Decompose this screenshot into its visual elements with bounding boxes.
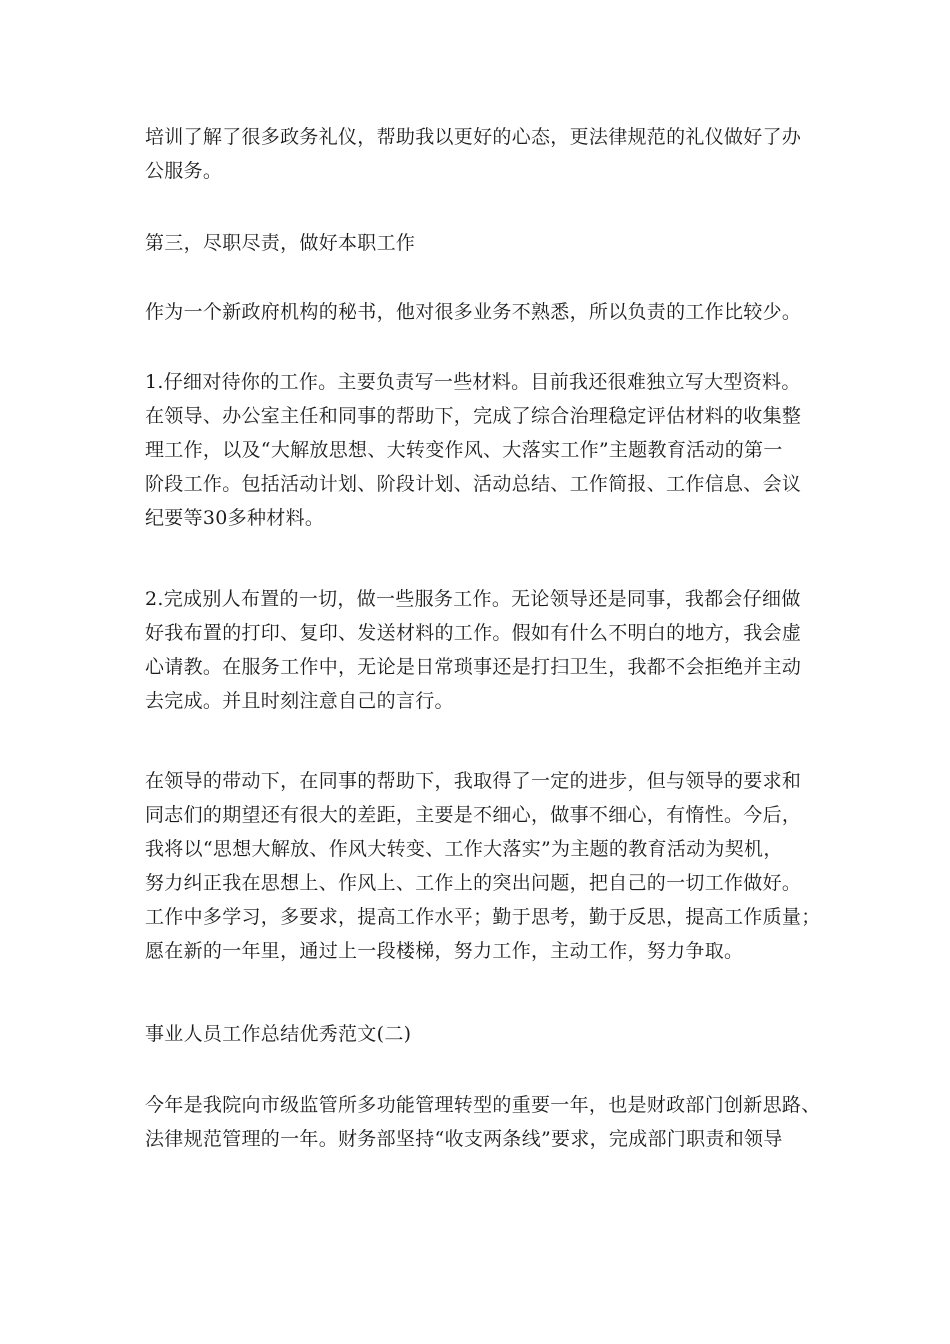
paragraph-secretary-role [145, 295, 805, 329]
text-line: 去完成。并且时刻注意自己的言行。 [145, 690, 454, 712]
text-line: 好我布置的打印、复印、发送材料的工作。假如有什么不明白的地方，我会虚 [145, 622, 802, 644]
text-line: 在领导的带动下，在同事的帮助下，我取得了一定的进步，但与领导的要求和 [145, 770, 802, 792]
section-heading-example-two [145, 1017, 805, 1051]
text-line: 纪要等30多种材料。 [145, 507, 325, 529]
text-line: 愿在新的一年里，通过上一段楼梯，努力工作，主动工作，努力争取。 [145, 940, 744, 962]
text-line: 今年是我院向市级监管所多功能管理转型的重要一年，也是财政部门创新思路、 [145, 1094, 821, 1116]
paragraph-etiquette-training [145, 120, 805, 188]
paragraph-finance-department [145, 1088, 821, 1156]
text-line: 法律规范管理的一年。财务部坚持“收支两条线”要求，完成部门职责和领导 [145, 1128, 783, 1150]
text-line: 理工作，以及“大解放思想、大转变作风、大落实工作”主题教育活动的第一 [145, 439, 783, 461]
text-line: 心请教。在服务工作中，无论是日常琐事还是打扫卫生，我都不会拒绝并主动 [145, 656, 802, 678]
section-heading: 第三，尽职尽责，做好本职工作 [145, 232, 416, 254]
text-line: 阶段工作。包括活动计划、阶段计划、活动总结、工作简报、工作信息、会议 [145, 473, 802, 495]
text-line: 2.完成别人布置的一切，做一些服务工作。无论领导还是同事，我都会仔细做 [145, 588, 801, 610]
text-line: 工作中多学习，多要求，提高工作水平；勤于思考，勤于反思，提高工作质量； [145, 906, 821, 928]
text-line: 公服务。 [145, 160, 223, 182]
text-line: 在领导、办公室主任和同事的帮助下，完成了综合治理稳定评估材料的收集整 [145, 405, 802, 427]
section-heading: 事业人员工作总结优秀范文(二) [145, 1023, 412, 1045]
paragraph-progress-summary [145, 764, 821, 968]
text-line: 我将以“思想大解放、作风大转变、工作大落实”为主题的教育活动为契机， [145, 838, 783, 860]
text-line: 1.仔细对待你的工作。主要负责写一些材料。目前我还很难独立写大型资料。 [145, 371, 801, 393]
section-heading-third [145, 226, 805, 260]
paragraph-item-2 [145, 582, 805, 718]
text-line: 同志们的期望还有很大的差距，主要是不细心，做事不细心，有惰性。今后， [145, 804, 802, 826]
text-line: 作为一个新政府机构的秘书，他对很多业务不熟悉，所以负责的工作比较少。 [145, 301, 802, 323]
text-line: 努力纠正我在思想上、作风上、工作上的突出问题，把自己的一切工作做好。 [145, 872, 802, 894]
text-line: 培训了解了很多政务礼仪，帮助我以更好的心态，更法律规范的礼仪做好了办 [145, 126, 802, 148]
paragraph-item-1 [145, 365, 805, 535]
